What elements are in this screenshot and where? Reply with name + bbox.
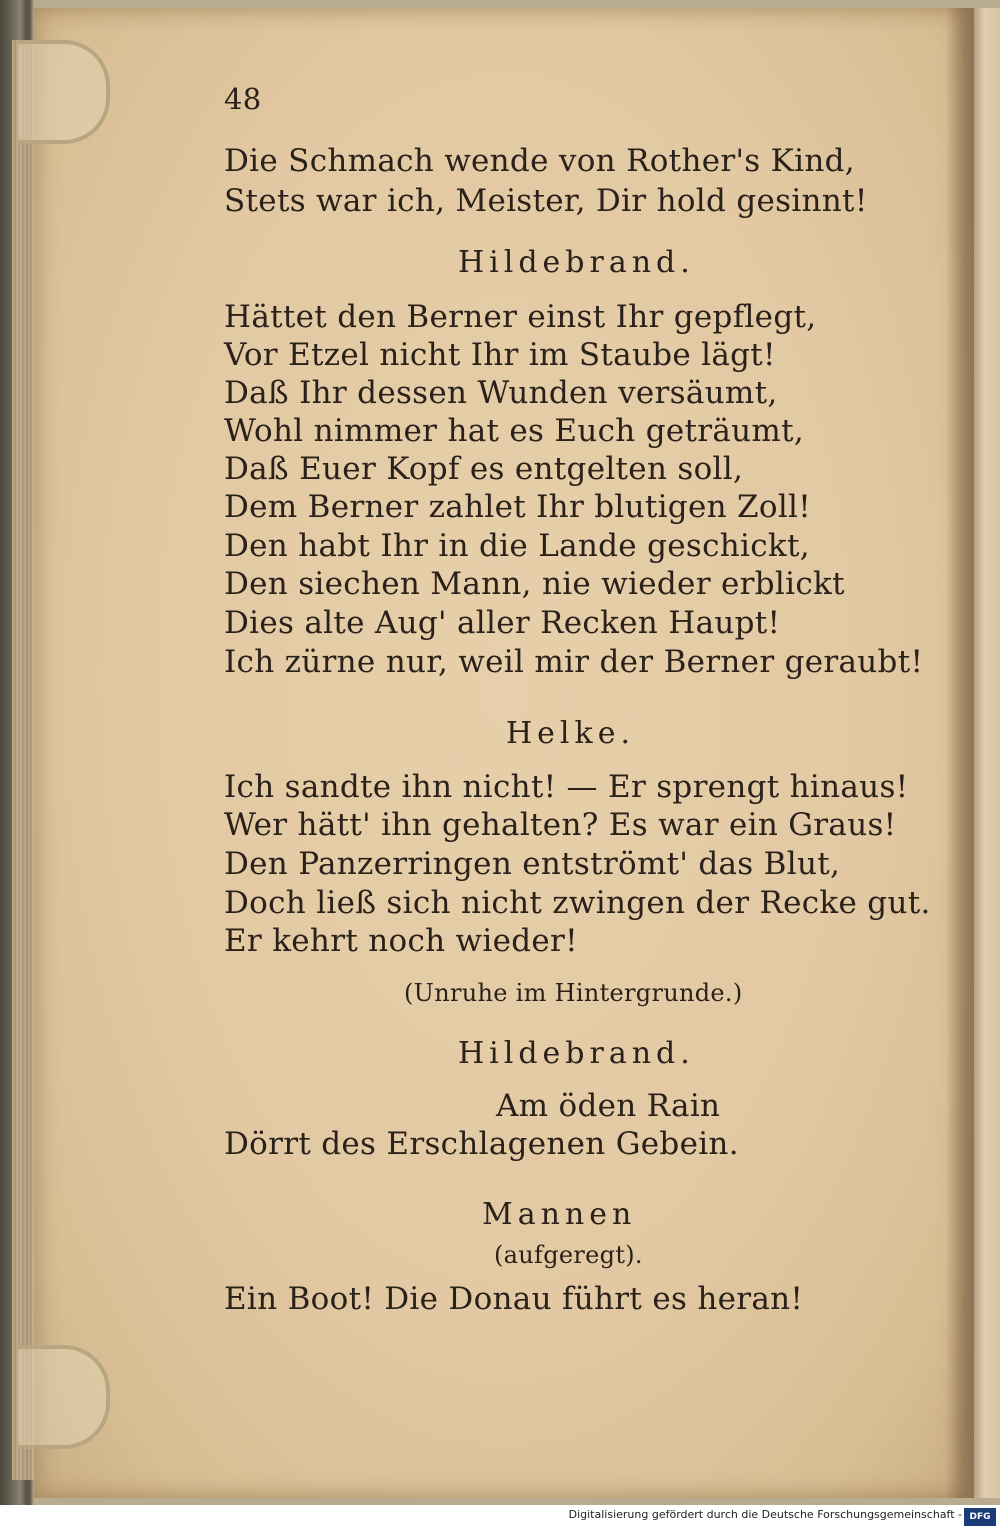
speaker-name: Helke. bbox=[506, 716, 635, 751]
verse-line: Dörrt des Erschlagenen Gebein. bbox=[224, 1126, 739, 1162]
stage-direction: (Unruhe im Hintergrunde.) bbox=[404, 979, 743, 1007]
verse-line: Wohl nimmer hat es Euch geträumt, bbox=[224, 413, 805, 449]
verse-line: Ein Boot! Die Donau führt es heran! bbox=[224, 1281, 804, 1317]
page-number: 48 bbox=[224, 82, 262, 116]
verse-line: Wer hätt' ihn gehalten? Es war ein Graus! bbox=[224, 807, 897, 843]
speaker-name: Hildebrand. bbox=[458, 1036, 695, 1071]
verse-line: Daß Ihr dessen Wunden versäumt, bbox=[224, 375, 778, 411]
verse-line: Den siechen Mann, nie wieder erblickt bbox=[224, 566, 845, 602]
speaker-name: Hildebrand. bbox=[458, 245, 695, 280]
verse-line: Stets war ich, Meister, Dir hold gesinnt! bbox=[224, 183, 868, 219]
verse-line: Am öden Rain bbox=[496, 1088, 721, 1124]
verse-line: Die Schmach wende von Rother's Kind, bbox=[224, 143, 855, 179]
verse-line: Doch ließ sich nicht zwingen der Recke gut. bbox=[224, 885, 931, 921]
verse-line: Den habt Ihr in die Lande geschickt, bbox=[224, 528, 810, 564]
verse-line: Dem Berner zahlet Ihr blutigen Zoll! bbox=[224, 489, 812, 525]
verse-line: Dies alte Aug' aller Recken Haupt! bbox=[224, 605, 781, 641]
verse-line: Hättet den Berner einst Ihr gepflegt, bbox=[224, 299, 817, 335]
dfg-logo: DFG bbox=[964, 1508, 996, 1526]
stage-direction: (aufgeregt). bbox=[494, 1241, 643, 1269]
funding-notice: Digitalisierung gefördert durch die Deutsche Forschungsgemeinschaft - bbox=[568, 1508, 962, 1521]
speaker-name: Mannen bbox=[482, 1197, 637, 1232]
verse-line: Den Panzerringen entströmt' das Blut, bbox=[224, 846, 841, 882]
verse-line: Ich zürne nur, weil mir der Berner geraubt! bbox=[224, 644, 924, 680]
verse-line: Ich sandte ihn nicht! — Er sprengt hinaus! bbox=[224, 769, 909, 805]
footer-bar bbox=[0, 1505, 1000, 1527]
verse-line: Vor Etzel nicht Ihr im Staube lägt! bbox=[224, 337, 776, 373]
verse-line: Er kehrt noch wieder! bbox=[224, 923, 578, 959]
verse-line: Daß Euer Kopf es entgelten soll, bbox=[224, 451, 744, 487]
